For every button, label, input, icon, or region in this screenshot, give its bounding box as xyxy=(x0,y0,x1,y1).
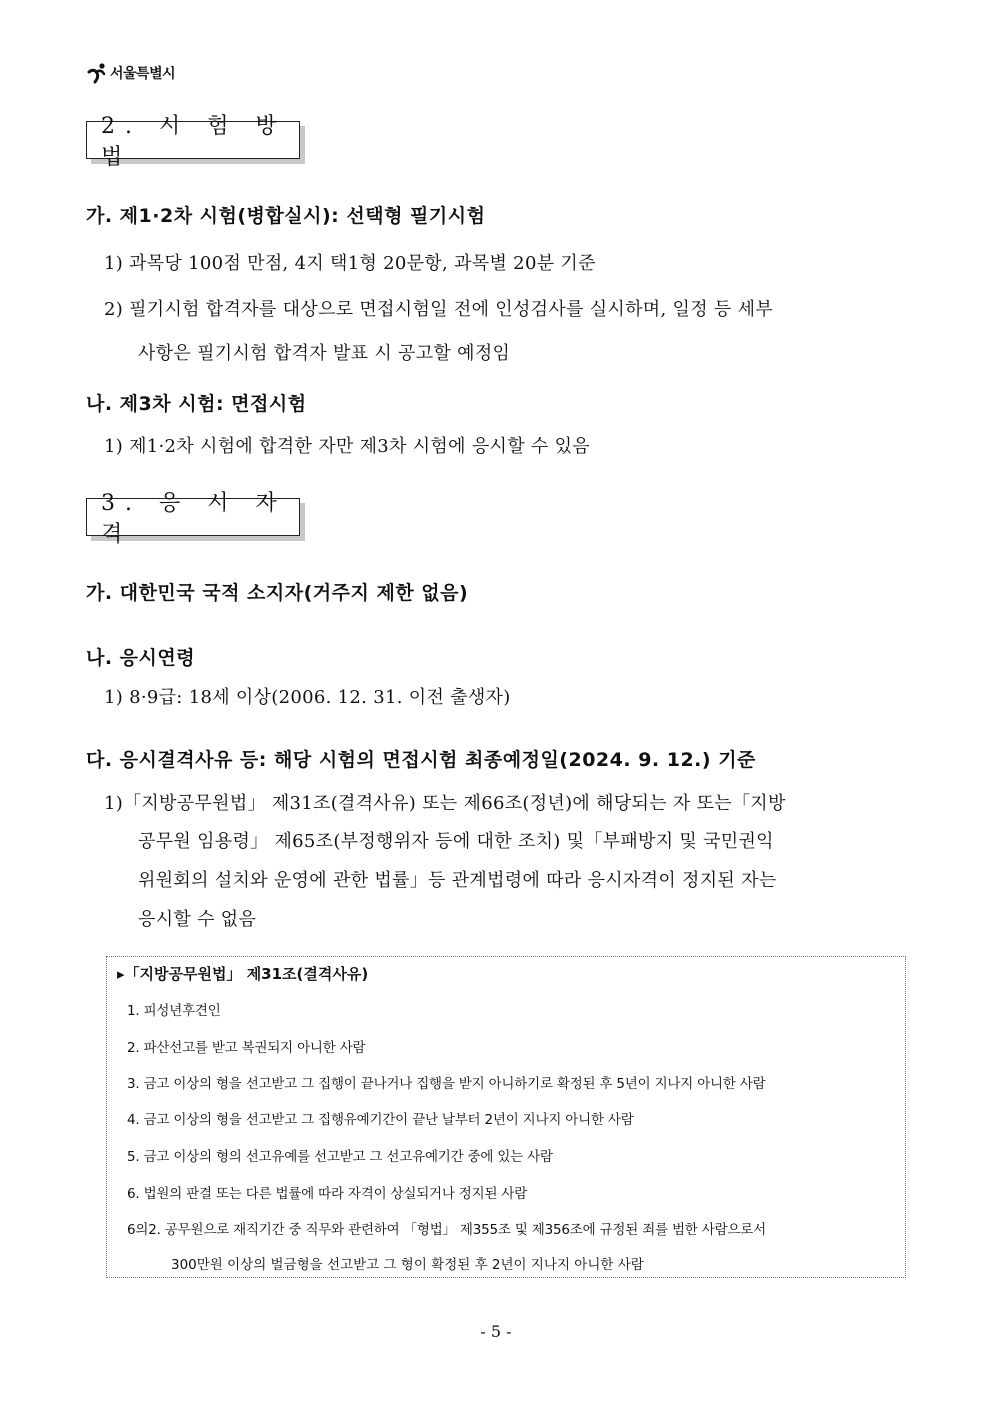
list-item: 1) 과목당 100점 만점, 4지 택1형 20문항, 과목별 20분 기준 xyxy=(104,253,596,274)
seoul-logo-icon xyxy=(86,62,108,84)
list-item: 2) 필기시험 합격자를 대상으로 면접시험일 전에 인성검사를 실시하며, 일정 등 세부 xyxy=(104,299,774,320)
section-title-exam-method: 2. 시 험 방 법 xyxy=(86,121,300,159)
law-title: ▸「지방공무원법」 제31조(결격사유) xyxy=(117,965,369,983)
org-name: 서울특별시 xyxy=(110,66,176,82)
law-item-continuation: 300만원 이상의 벌금형을 선고받고 그 형이 확정된 후 2년이 지나지 아니한 사람 xyxy=(171,1257,644,1273)
heading-nationality: 가. 대한민국 국적 소지자(거주지 제한 없음) xyxy=(86,582,469,604)
heading-interview-exam: 나. 제3차 시험: 면접시험 xyxy=(86,393,307,415)
list-item-continuation: 사항은 필기시험 합격자 발표 시 공고할 예정임 xyxy=(138,343,511,364)
list-item: 1) 8·9급: 18세 이상(2006. 12. 31. 이전 출생자) xyxy=(104,687,511,708)
seoul-logo xyxy=(86,62,175,84)
law-item: 5. 금고 이상의 형의 선고유예를 선고받고 그 선고유예기간 중에 있는 사람 xyxy=(127,1149,553,1165)
heading-written-exam: 가. 제1·2차 시험(병합실시): 선택형 필기시험 xyxy=(86,205,486,227)
list-item: 1)「지방공무원법」 제31조(결격사유) 또는 제66조(정년)에 해당되는 자 또는「지방 xyxy=(104,793,786,814)
list-item: 1) 제1·2차 시험에 합격한 자만 제3차 시험에 응시할 수 있음 xyxy=(104,436,590,457)
law-item: 6의2. 공무원으로 재직기간 중 직무와 관련하여 「형법」 제355조 및 제356조에 규정된 죄를 범한 사람으로서 xyxy=(127,1222,766,1238)
heading-disqualification: 다. 응시결격사유 등: 해당 시험의 면접시험 최종예정일(2024. 9. 12.) 기준 xyxy=(86,749,756,771)
page-number: - 5 - xyxy=(480,1322,512,1341)
section-title-eligibility: 3. 응 시 자 격 xyxy=(86,498,300,536)
law-excerpt-box xyxy=(106,956,906,1278)
law-item: 4. 금고 이상의 형을 선고받고 그 집행유예기간이 끝난 날부터 2년이 지나지 아니한 사람 xyxy=(127,1112,634,1128)
law-item: 1. 피성년후견인 xyxy=(127,1003,221,1019)
list-item-continuation: 공무원 임용령」 제65조(부정행위자 등에 대한 조치) 및「부패방지 및 국민권익 xyxy=(138,831,774,852)
list-item-continuation: 위원회의 설치와 운영에 관한 법률」등 관계법령에 따라 응시자격이 정지된 자는 xyxy=(138,870,777,891)
law-item: 3. 금고 이상의 형을 선고받고 그 집행이 끝나거나 집행을 받지 아니하기로 확정된 후 5년이 지나지 아니한 사람 xyxy=(127,1076,766,1092)
law-item: 2. 파산선고를 받고 복권되지 아니한 사람 xyxy=(127,1040,366,1056)
heading-age: 나. 응시연령 xyxy=(86,647,196,669)
list-item-continuation: 응시할 수 없음 xyxy=(138,909,257,930)
law-item: 6. 법원의 판결 또는 다른 법률에 따라 자격이 상실되거나 정지된 사람 xyxy=(127,1186,528,1202)
